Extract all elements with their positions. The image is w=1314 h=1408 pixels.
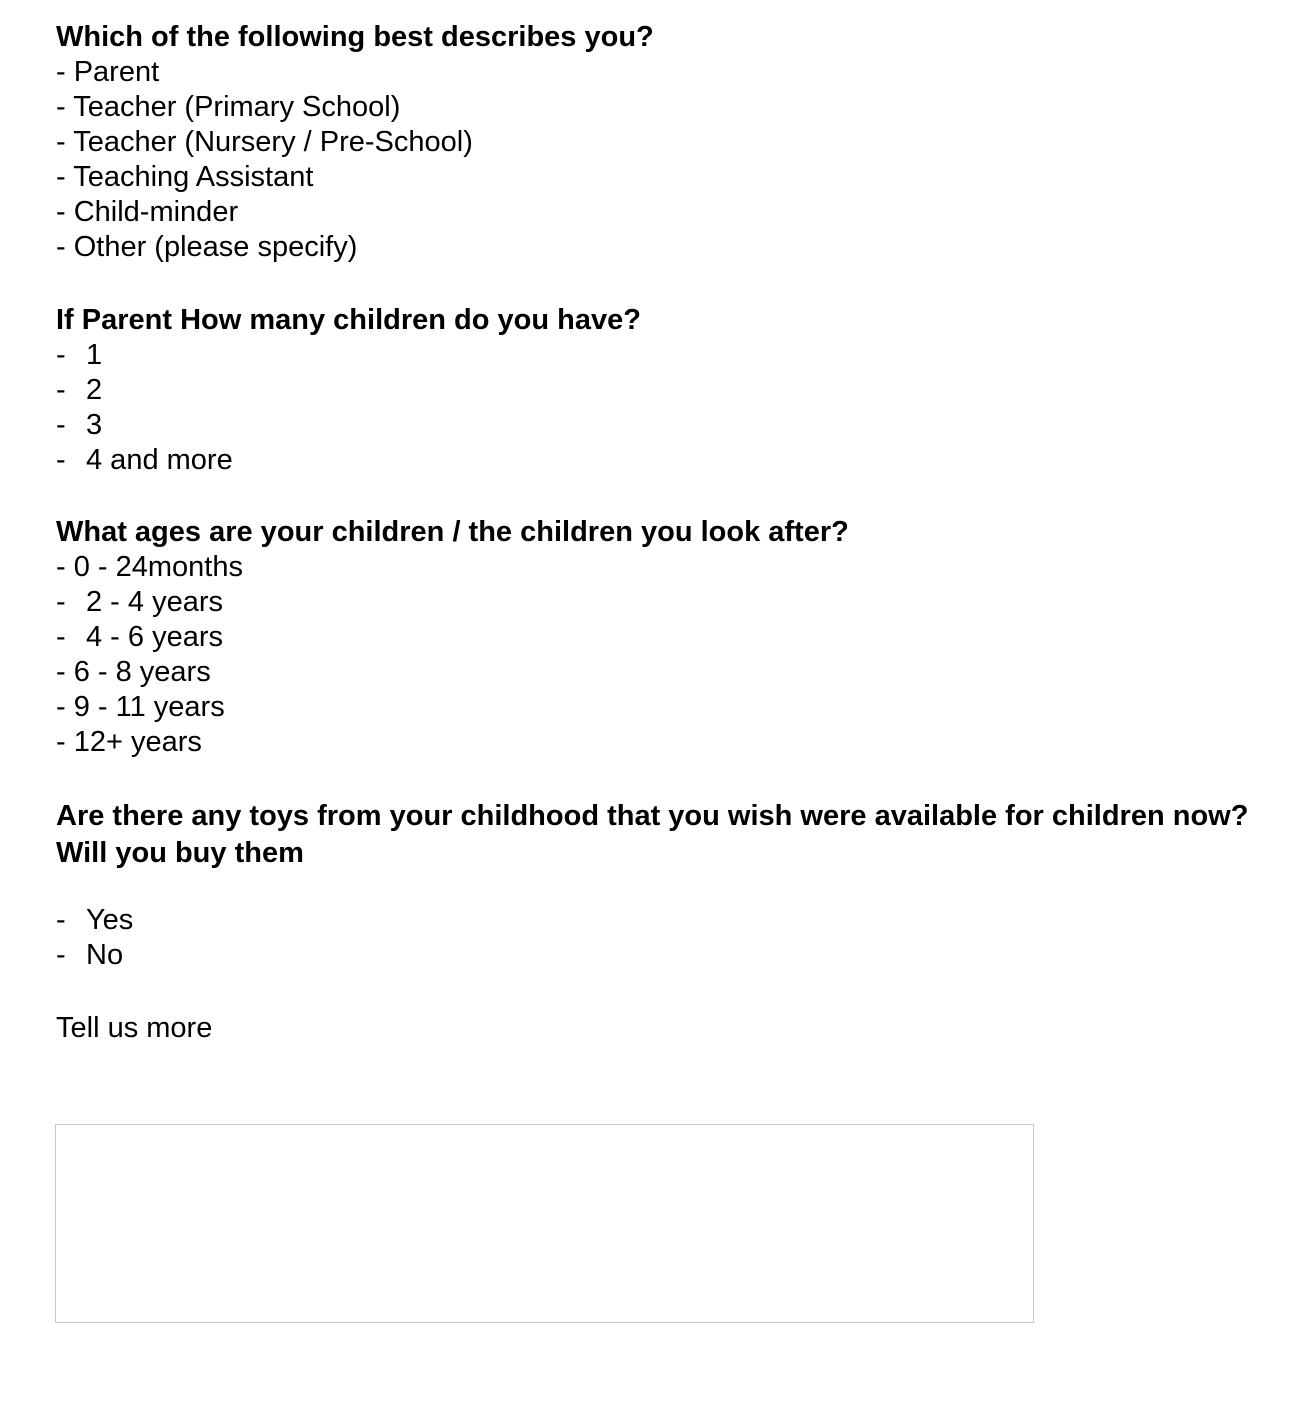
option-item[interactable]: - 6 - 8 years — [56, 656, 211, 688]
option-item[interactable]: - Teacher (Nursery / Pre-School) — [56, 126, 473, 158]
tell-us-more-textarea[interactable] — [55, 1124, 1034, 1323]
options-list — [56, 338, 641, 478]
question-children-ages — [56, 515, 849, 760]
option-item[interactable]: - 0 - 24months — [56, 551, 243, 583]
option-dash: - — [56, 586, 66, 618]
option-label: 4 - 6 years — [86, 621, 223, 653]
option-dash: - — [56, 374, 66, 406]
option-item[interactable]: - Teaching Assistant — [56, 161, 314, 193]
tell-us-more-label: Tell us more — [56, 1012, 213, 1044]
option-label: 2 - 4 years — [86, 586, 223, 618]
question-title: Are there any toys from your childhood that you wish were available for children now? Will you buy them — [56, 800, 1249, 869]
question-children-count — [56, 303, 641, 478]
option-item[interactable] — [56, 620, 849, 655]
question-title: If Parent How many children do you have? — [56, 304, 641, 336]
option-label: 1 — [86, 339, 103, 371]
option-label: Yes — [86, 904, 134, 936]
options-list — [56, 550, 849, 760]
option-dash: - — [56, 444, 66, 476]
question-role — [56, 20, 654, 265]
question-childhood-toys — [56, 798, 1256, 872]
option-item-yes[interactable] — [56, 903, 133, 938]
option-label: 2 — [86, 374, 103, 406]
options-list — [56, 903, 133, 973]
option-label: No — [86, 939, 124, 971]
option-label: 3 — [86, 409, 103, 441]
option-item[interactable]: - Teacher (Primary School) — [56, 91, 401, 123]
option-dash: - — [56, 409, 66, 441]
option-item[interactable]: - 12+ years — [56, 726, 202, 758]
option-item[interactable] — [56, 585, 849, 620]
option-item[interactable]: - Other (please specify) — [56, 231, 358, 263]
option-item[interactable]: - Parent — [56, 56, 160, 88]
options-list — [56, 55, 654, 265]
option-dash: - — [56, 339, 66, 371]
option-item[interactable] — [56, 408, 641, 443]
option-item[interactable]: - 9 - 11 years — [56, 691, 225, 723]
option-dash: - — [56, 939, 66, 971]
option-item-no[interactable] — [56, 938, 133, 973]
option-item[interactable] — [56, 443, 641, 478]
question-title: Which of the following best describes you? — [56, 21, 654, 53]
option-item[interactable]: - Child-minder — [56, 196, 239, 228]
question-title: What ages are your children / the children you look after? — [56, 516, 849, 548]
option-dash: - — [56, 904, 66, 936]
option-label: 4 and more — [86, 444, 233, 476]
option-item[interactable] — [56, 373, 641, 408]
option-dash: - — [56, 621, 66, 653]
option-item[interactable] — [56, 338, 641, 373]
